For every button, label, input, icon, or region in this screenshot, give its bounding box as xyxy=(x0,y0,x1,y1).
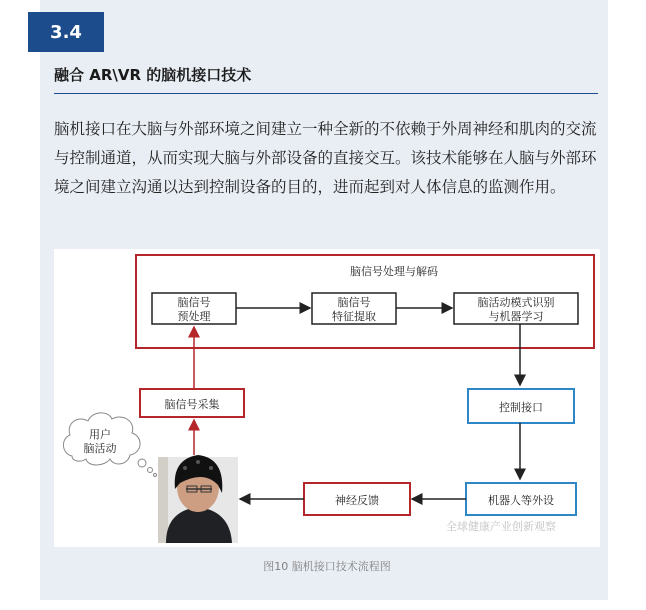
feature-label-line1: 脑信号 xyxy=(337,296,371,309)
body-paragraph: 脑机接口在大脑与外部环境之间建立一种全新的不依赖于外周神经和肌肉的交流与控制通道，从而实现大脑与外部设备的直接交互。该技术能够在人脑与外部环境之间建立沟通以达到控制设备的目的，进而起到对人体信息的监测作用。 xyxy=(54,120,597,196)
control-interface-label: 控制接口 xyxy=(499,401,543,414)
bci-flow-diagram xyxy=(54,249,600,547)
recognition-label-line1: 脑活动模式识别 xyxy=(477,296,555,309)
title-divider xyxy=(54,93,598,94)
preprocess-label-line1: 脑信号 xyxy=(177,296,211,309)
robot-peripheral-label: 机器人等外设 xyxy=(488,494,554,507)
thought-line1: 用户 xyxy=(89,428,111,441)
thought-line2: 脑活动 xyxy=(83,442,117,455)
source-watermark: 全球健康产业创新观察 xyxy=(446,520,556,533)
section-number-badge: 3.4 xyxy=(28,12,104,52)
neural-feedback-label: 神经反馈 xyxy=(335,494,379,507)
user-photo xyxy=(158,455,238,543)
acquisition-label: 脑信号采集 xyxy=(164,398,220,411)
feature-label-line2: 特征提取 xyxy=(332,310,376,323)
figure-caption: 图10 脑机接口技术流程图 xyxy=(263,560,391,573)
section-title: 融合 AR\VR 的脑机接口技术 xyxy=(54,66,252,84)
recognition-label-line2: 与机器学习 xyxy=(488,310,544,323)
preprocess-label-line2: 预处理 xyxy=(177,310,211,323)
processing-group-label: 脑信号处理与解码 xyxy=(350,265,438,278)
